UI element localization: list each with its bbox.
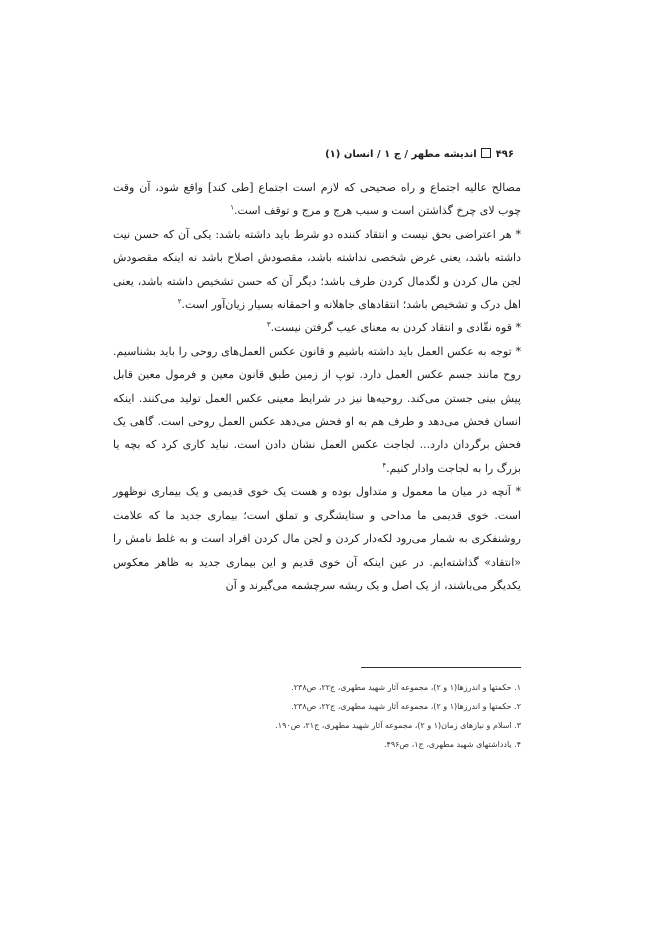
footnote-4: ۴. یادداشتهای شهید مطهری، ج۱، ص۴۹۶. [383, 740, 521, 749]
paragraph-3-text: * قوه نقّادی و انتقاد کردن به معنای عیب گرفتن نیست. [270, 321, 521, 335]
main-text [113, 176, 521, 597]
footnote-ref-4: ۴ [382, 461, 387, 470]
paragraph-4 [113, 340, 521, 480]
footnote-2: ۲. حکمتها و اندرزها(۱ و ۲)، مجموعه آثار شهید مطهری، ج۲۲، ص۲۳۸. [291, 702, 521, 711]
running-title: اندیشه مطهر / ج ۱ / انسان (۱) [325, 149, 477, 160]
paragraph-1 [113, 176, 521, 223]
paragraph-2 [113, 223, 521, 317]
footnote-1: ۱. حکمتها و اندرزها(۱ و ۲)، مجموعه آثار شهید مطهری، ج۲۲، ص۲۳۸. [291, 683, 521, 692]
paragraph-4-text: * توجه به عکس العمل باید داشته باشیم و قانون عکس العمل‌های روحی را باید بشناسیم. روح مانند جسم عکس العمل دارد. توپ از زمین طبق قانون معین و فرمول معین قابل پیش بینی جستن می‌کند. روحیه‌ها نیز در شرایط معینی عکس العمل تولید می‌کنند. اینکه انسان فحش می‌دهد و طرف هم به او فحش می‌دهد عکس العمل روحی است. گاهی یک فحش برگردان دارد... لجاجت عکس العمل نشان دادن است. نباید کاری کرد که بچه یا بزرگ را به لجاجت وادار کنیم. [113, 344, 521, 475]
footnote-ref-2: ۲ [177, 297, 182, 306]
paragraph-3 [113, 316, 521, 339]
footnote-separator [361, 667, 521, 668]
footnote-3: ۳. اسلام و نیازهای زمان(۱ و ۲)، مجموعه آثار شهید مطهری، ج۲۱، ص۱۹۰. [275, 721, 521, 730]
paragraph-5 [113, 480, 521, 597]
footnotes [121, 678, 521, 754]
paragraph-2-text: * هر اعتراضی بحق نیست و انتقاد کننده دو شرط باید داشته باشد: یکی آن که حسن نیت داشته باشد، یعنی غرض شخصی نداشته باشد، مقصودش اصلاح باشد نه اینکه مقصودش لجن مال کردن و لگدمال کردن طرف باشد؛ دیگر آن که حسن تشخیص داشته باشد، یعنی اهل درک و تشخیص باشد؛ انتقادهای جاهلانه و احمقانه بسیار زیان‌آور است. [113, 227, 521, 312]
page-number: ۴۹۶ [495, 149, 514, 160]
paragraph-1-text: مصالح عالیه اجتماع و راه صحیحی که لازم است اجتماع [طی کند] واقع شود، آن وقت چوب لای چرخ گذاشتن است و سبب هرج و مرج و توقف است. [113, 181, 521, 218]
square-bullet-icon [481, 148, 491, 158]
footnote-ref-1: ۱ [230, 203, 235, 212]
footnote-ref-3: ۳ [266, 320, 271, 329]
running-header [325, 148, 514, 160]
paragraph-5-text: * آنچه در میان ما معمول و متداول بوده و هست یک خوی قدیمی و یک بیماری نوظهور است. خوی قدیمی ما مداحی و ستایشگری و تملق است؛ بیماری جدید ما که علامت روشنفکری به شمار می‌رود لکه‌دار کردن و لجن مال کردن افراد است و به غلط نامش را «انتقاد» گذاشته‌ایم. در عین اینکه آن خوی قدیم و این بیماری جدید به ظاهر معکوس یکدیگر می‌باشند، از یک اصل و یک ریشه سرچشمه می‌گیرند و آن [113, 485, 521, 592]
